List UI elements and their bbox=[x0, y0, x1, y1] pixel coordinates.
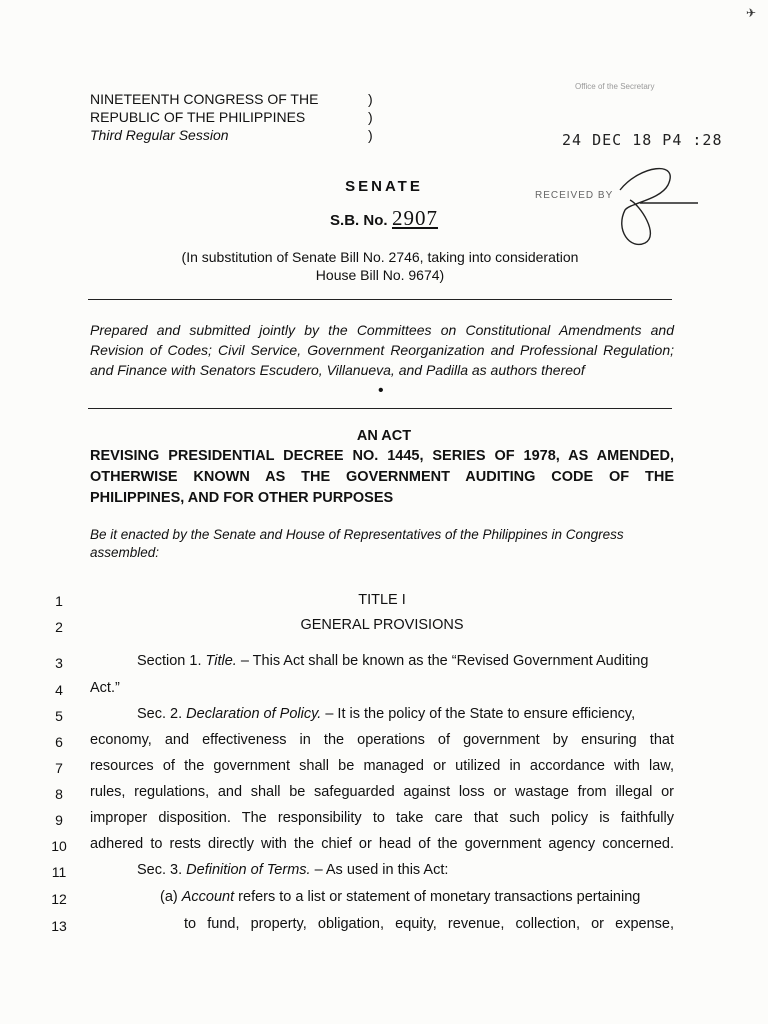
line-number: 8 bbox=[55, 786, 63, 802]
signature-scribble bbox=[600, 155, 710, 255]
section-text: – It is the policy of the State to ensure efficiency, bbox=[321, 706, 636, 722]
stamp-top-marks: Office of the Secretary bbox=[575, 82, 655, 91]
paren: ) bbox=[368, 91, 373, 107]
sb-label: S.B. No. bbox=[330, 212, 388, 229]
corner-mark-icon: ✈ bbox=[746, 6, 757, 20]
section-1-line bbox=[137, 653, 648, 669]
header-parens bbox=[368, 90, 373, 144]
definition-a-line bbox=[160, 889, 640, 905]
substitution-line: (In substitution of Senate Bill No. 2746, taking into consideration bbox=[181, 249, 579, 265]
divider bbox=[88, 408, 672, 409]
line-number: 11 bbox=[51, 864, 67, 880]
line-number: 3 bbox=[55, 655, 63, 671]
title-subheading: GENERAL PROVISIONS bbox=[300, 617, 464, 633]
title-heading: TITLE I bbox=[358, 592, 406, 608]
section-3-line bbox=[137, 862, 448, 878]
line-number: 2 bbox=[55, 619, 63, 635]
section-title: Declaration of Policy. bbox=[186, 706, 322, 722]
substitution-note bbox=[150, 248, 610, 284]
paren: ) bbox=[368, 127, 373, 143]
bill-number bbox=[0, 206, 768, 231]
act-heading: AN ACT bbox=[356, 428, 412, 444]
republic-line: REPUBLIC OF THE PHILIPPINES bbox=[90, 109, 306, 125]
section-title: Definition of Terms. bbox=[186, 862, 311, 878]
enacting-clause: Be it enacted by the Senate and House of Representatives of the Philippines in Congress assembled: bbox=[90, 527, 624, 560]
body-line: economy, and effectiveness in the operations of government by ensuring that bbox=[90, 732, 674, 748]
line-number: 4 bbox=[55, 682, 63, 698]
received-date-stamp: 24 DEC 18 P4 :28 bbox=[562, 131, 723, 149]
congress-line: NINETEENTH CONGRESS OF THE bbox=[90, 91, 319, 107]
act-title: REVISING PRESIDENTIAL DECREE NO. 1445, SERIES OF 1978, AS AMENDED, OTHERWISE KNOWN AS THE GOVERNMENT AUDITING CODE OF THE PHILIPPINES, AND FOR OTHER PURPOSES bbox=[90, 448, 674, 506]
section-2-line bbox=[137, 706, 635, 722]
paren: ) bbox=[368, 109, 373, 125]
line-number: 10 bbox=[51, 838, 67, 854]
body-line: adhered to rests directly with the chief or head of the government agency concerned. bbox=[90, 836, 674, 852]
body-line: rules, regulations, and shall be safeguarded against loss or wastage from illegal or bbox=[90, 784, 674, 800]
prepared-by-note: Prepared and submitted jointly by the Committees on Constitutional Amendments and Revision of Codes; Civil Service, Government Reorganization and Professional Regulation; and Finance with Senators Escudero, Villanueva, and Padilla as authors thereof bbox=[90, 322, 674, 378]
line-number: 5 bbox=[55, 708, 63, 724]
body-line: improper disposition. The responsibility to take care that such policy is faithfully bbox=[90, 810, 674, 826]
line-number: 7 bbox=[55, 760, 63, 776]
session-line: Third Regular Session bbox=[90, 127, 229, 143]
line-number: 13 bbox=[51, 918, 67, 934]
chamber-heading: SENATE bbox=[345, 178, 423, 195]
definition-text: refers to a list or statement of monetary transactions pertaining bbox=[234, 889, 641, 905]
line-number: 1 bbox=[55, 593, 63, 609]
received-by-stamp: RECEIVED BY bbox=[535, 190, 614, 201]
section-text: – As used in this Act: bbox=[310, 862, 449, 878]
congress-header bbox=[90, 90, 318, 144]
section-label: Sec. 2. bbox=[137, 706, 187, 722]
sb-number: 2907 bbox=[391, 206, 438, 230]
body-line: resources of the government shall be managed or utilized in accordance with law, bbox=[90, 758, 674, 774]
section-text: – This Act shall be known as the “Revised Government Auditing bbox=[236, 653, 649, 669]
section-label: Sec. 3. bbox=[137, 862, 187, 878]
line-number: 6 bbox=[55, 734, 63, 750]
defined-term: Account bbox=[181, 889, 235, 905]
substitution-line: House Bill No. 9674) bbox=[315, 267, 445, 283]
item-label: (a) bbox=[160, 889, 182, 905]
bullet-dot: • bbox=[378, 382, 384, 399]
line-number: 12 bbox=[51, 891, 67, 907]
line-number: 9 bbox=[55, 812, 63, 828]
body-line: to fund, property, obligation, equity, revenue, collection, or expense, bbox=[184, 916, 674, 932]
body-line: Act.” bbox=[90, 680, 120, 696]
section-title: Title. bbox=[205, 653, 237, 669]
divider bbox=[88, 299, 672, 300]
section-label: Section 1. bbox=[137, 653, 206, 669]
